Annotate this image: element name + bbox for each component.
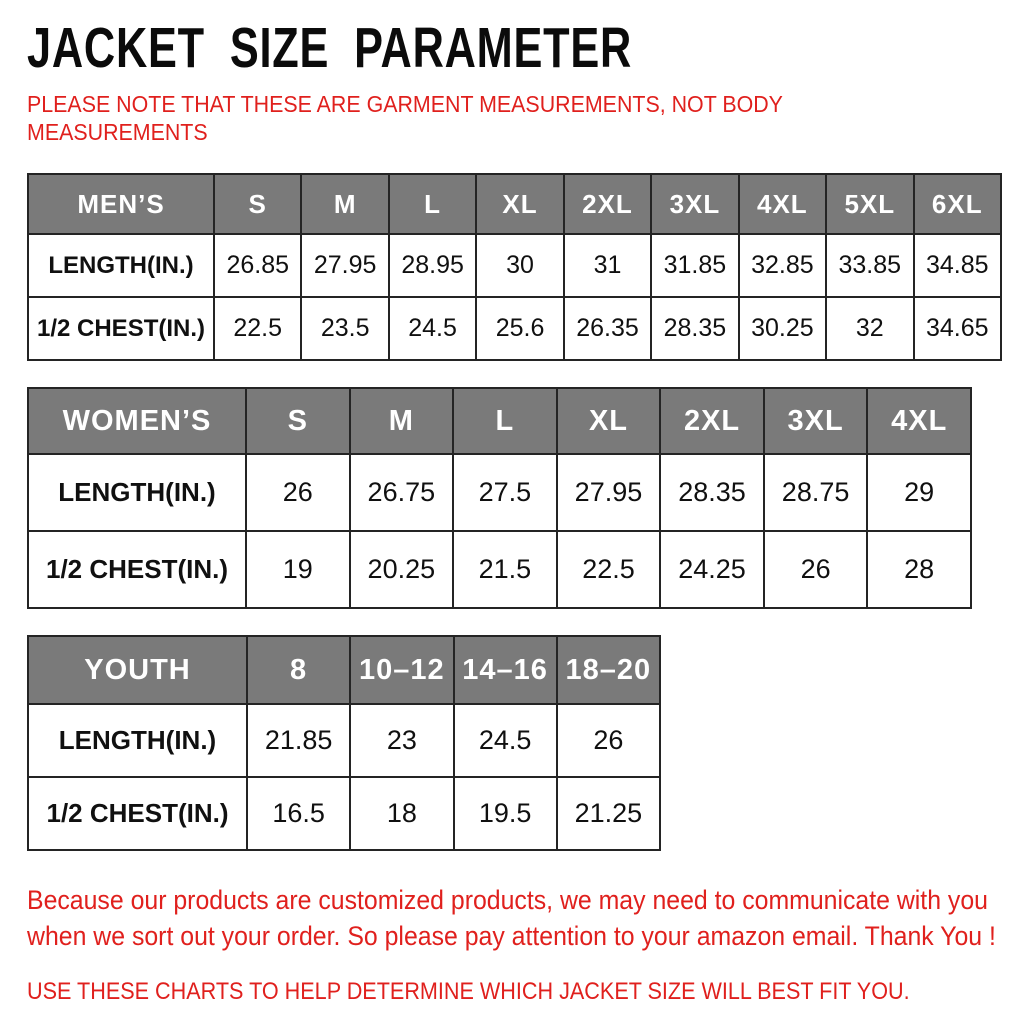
measurement-value: 24.5 xyxy=(454,704,557,777)
size-column-header: 5XL xyxy=(826,174,913,234)
measurement-value: 28.75 xyxy=(764,454,868,531)
size-column-header: 14–16 xyxy=(454,636,557,704)
measurement-value: 19.5 xyxy=(454,777,557,850)
measurement-value: 30 xyxy=(476,234,563,297)
size-column-header: M xyxy=(350,388,454,454)
measurement-value: 32 xyxy=(826,297,913,360)
measurement-value: 26.85 xyxy=(214,234,301,297)
measurement-value: 19 xyxy=(246,531,350,608)
table-title-cell: MEN’S xyxy=(28,174,214,234)
size-column-header: 3XL xyxy=(651,174,738,234)
size-column-header: 8 xyxy=(247,636,350,704)
measurement-value: 26 xyxy=(557,704,660,777)
measurement-value: 28.95 xyxy=(389,234,476,297)
size-column-header: 2XL xyxy=(564,174,651,234)
page-title: JACKET SIZE PARAMETER xyxy=(27,16,633,80)
measurement-value: 31.85 xyxy=(651,234,738,297)
fit-guidance-note: USE THESE CHARTS TO HELP DETERMINE WHICH JACKET SIZE WILL BEST FIT YOU. xyxy=(27,978,910,1006)
size-column-header: L xyxy=(453,388,557,454)
measurement-value: 26.75 xyxy=(350,454,454,531)
measurement-row-label: LENGTH(IN.) xyxy=(28,704,247,777)
womens-size-table xyxy=(27,387,972,609)
measurement-value: 21.5 xyxy=(453,531,557,608)
measurement-row xyxy=(28,531,971,608)
measurement-row-label: 1/2 CHEST(IN.) xyxy=(28,777,247,850)
size-header-row xyxy=(28,388,971,454)
size-column-header: 18–20 xyxy=(557,636,660,704)
measurement-row-label: LENGTH(IN.) xyxy=(28,234,214,297)
measurement-value: 24.25 xyxy=(660,531,764,608)
garment-measurement-note: PLEASE NOTE THAT THESE ARE GARMENT MEASUREMENTS, NOT BODY MEASUREMENTS xyxy=(27,91,783,146)
measurement-value: 34.85 xyxy=(914,234,1002,297)
mens-size-table xyxy=(27,173,1002,361)
measurement-value: 26 xyxy=(246,454,350,531)
measurement-row-label: 1/2 CHEST(IN.) xyxy=(28,531,246,608)
size-header-row xyxy=(28,174,1001,234)
size-column-header: S xyxy=(246,388,350,454)
measurement-value: 32.85 xyxy=(739,234,826,297)
measurement-value: 28 xyxy=(867,531,971,608)
size-column-header: L xyxy=(389,174,476,234)
table-title-cell: WOMEN’S xyxy=(28,388,246,454)
measurement-value: 33.85 xyxy=(826,234,913,297)
measurement-value: 29 xyxy=(867,454,971,531)
measurement-value: 28.35 xyxy=(660,454,764,531)
measurement-value: 21.85 xyxy=(247,704,350,777)
measurement-value: 23.5 xyxy=(301,297,388,360)
size-column-header: 3XL xyxy=(764,388,868,454)
measurement-value: 27.5 xyxy=(453,454,557,531)
measurement-value: 26.35 xyxy=(564,297,651,360)
measurement-value: 26 xyxy=(764,531,868,608)
measurement-value: 23 xyxy=(350,704,453,777)
measurement-row xyxy=(28,454,971,531)
size-column-header: M xyxy=(301,174,388,234)
measurement-row xyxy=(28,777,660,850)
measurement-value: 24.5 xyxy=(389,297,476,360)
youth-size-table xyxy=(27,635,661,851)
size-header-row xyxy=(28,636,660,704)
size-column-header: S xyxy=(214,174,301,234)
size-column-header: 10–12 xyxy=(350,636,453,704)
size-column-header: 6XL xyxy=(914,174,1002,234)
measurement-value: 27.95 xyxy=(301,234,388,297)
table-title-cell: YOUTH xyxy=(28,636,247,704)
measurement-value: 18 xyxy=(350,777,453,850)
size-column-header: XL xyxy=(476,174,563,234)
size-column-header: 4XL xyxy=(739,174,826,234)
measurement-value: 27.95 xyxy=(557,454,661,531)
size-column-header: 4XL xyxy=(867,388,971,454)
measurement-row xyxy=(28,234,1001,297)
size-column-header: 2XL xyxy=(660,388,764,454)
measurement-value: 21.25 xyxy=(557,777,660,850)
measurement-row-label: LENGTH(IN.) xyxy=(28,454,246,531)
measurement-row xyxy=(28,704,660,777)
measurement-row xyxy=(28,297,1001,360)
measurement-value: 22.5 xyxy=(214,297,301,360)
measurement-value: 25.6 xyxy=(476,297,563,360)
measurement-value: 28.35 xyxy=(651,297,738,360)
measurement-value: 30.25 xyxy=(739,297,826,360)
measurement-value: 31 xyxy=(564,234,651,297)
customization-notice: Because our products are customized products, we may need to communicate with you when we sort out your order. So please pay attention to your amazon email. Thank You ! xyxy=(27,885,996,951)
measurement-value: 22.5 xyxy=(557,531,661,608)
measurement-value: 16.5 xyxy=(247,777,350,850)
size-column-header: XL xyxy=(557,388,661,454)
measurement-value: 34.65 xyxy=(914,297,1002,360)
measurement-row-label: 1/2 CHEST(IN.) xyxy=(28,297,214,360)
measurement-value: 20.25 xyxy=(350,531,454,608)
